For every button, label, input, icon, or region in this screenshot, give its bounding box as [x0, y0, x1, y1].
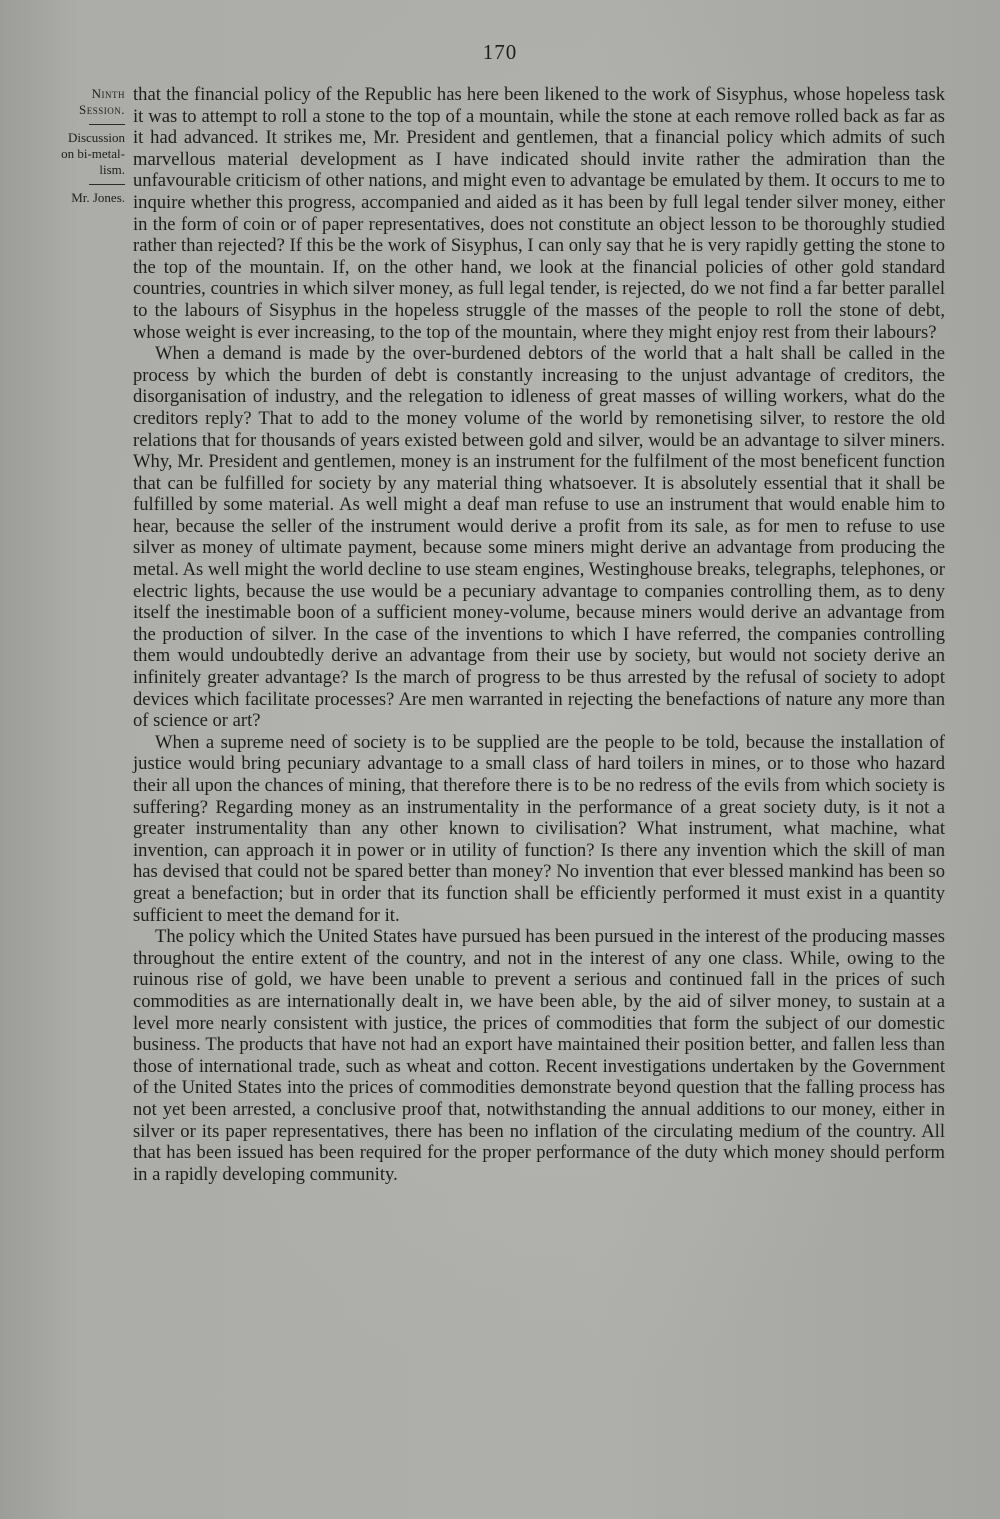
margin-note-topic-cont: on bi-metal- — [61, 146, 125, 161]
paragraph: The policy which the United States have pursued has been pursued in the interest of the producing masses throughout the entire extent of the country, and not in the interest of any one class. While, owing to the ruinous rise of gold, we have been unable to prevent a serious and continued fall in the prices of such commodities as are internationally dealt in, we have been able, by the aid of silver money, to sustain at a level more nearly consistent with justice, the prices of commodities that form the subject of our domestic business. The products that have not had an export have maintained their position better, and fallen less than those of international trade, such as wheat and cotton. Recent investigations undertaken by the Government of the United States into the prices of commodities demonstrate beyond question that the falling process has not yet been arrested, a conclusive proof that, notwithstanding the annual additions to our money, either in silver or its paper representatives, there has been no inflation of the circulating medium of the country. All that has been issued has been required for the proper performance of the duty which money should perform in a rapidly developing community. — [133, 926, 945, 1185]
margin-note-session: Ninth — [91, 86, 125, 101]
margin-divider — [89, 124, 125, 125]
margin-notes — [30, 86, 125, 206]
margin-note-topic-end: lism. — [99, 162, 125, 177]
paragraph: When a supreme need of society is to be supplied are the people to be told, because the installation of justice would bring pecuniary advantage to a small class of hard toilers in mines, or to those who hazard their all upon the chances of mining, that therefore there is to be no redress of the evils from which society is suffering? Regarding money as an instrumentality in the performance of a great society duty, is it not a greater instrumentality than any other known to civilisation? What instrument, what machine, what invention, can approach it in power or in utility of function? Is there any invention which the skill of man has devised that could not be spared better than money? No invention that ever blessed mankind has been so great a benefaction; but in order that its function shall be efficiently performed it must exist in a quantity sufficient to meet the demand for it. — [133, 731, 945, 926]
paragraph: that the financial policy of the Republic has here been likened to the work of Sisyphus, whose hopeless task it was to attempt to roll a stone to the top of a mountain, while the stone at each remove rolled back as far as it had advanced. It strikes me, Mr. President and gentlemen, that a financial policy which admits of such marvellous material development as I have indicated should invite rather the admiration than the unfavourable criticism of other nations, and might even to advantage be emulated by them. It occurs to me to inquire whether this progress, accompanied and aided as it has been by full legal tender silver money, either in the form of coin or of paper representatives, does not constitute an object lesson to be thoroughly studied rather than rejected? If this be the work of Sisyphus, I can only say that he is very rapidly getting the stone to the top of the mountain. If, on the other hand, we look at the financial policies of other gold standard countries, countries in which silver money, as full legal tender, is rejected, do we not find a far better parallel to the labours of Sisyphus in the hopeless struggle of the masses of the people to roll the stone of debt, whose weight is ever increasing, to the top of the mountain, where they might enjoy rest from their labours? — [133, 84, 945, 343]
body-text — [133, 84, 945, 1185]
margin-note-speaker: Mr. Jones. — [71, 190, 125, 205]
page-number: 170 — [482, 40, 518, 64]
margin-note-session-label: Session. — [79, 102, 125, 117]
paragraph: When a demand is made by the over-burdened debtors of the world that a halt shall be called in the process by which the burden of debt is constantly increasing to the unjust advantage of creditors, the disorganisation of industry, and the relegation to idleness of great masses of willing workers, what do the creditors reply? That to add to the money volume of the world by remonetising silver, to restore the old relations that for thousands of years existed between gold and silver, would be an advantage to silver miners. Why, Mr. President and gentlemen, money is an instrument for the fulfilment of the most beneficent function that can be fulfilled for society by any material thing whatsoever. It is absolutely essential that it shall be fulfilled by some material. As well might a deaf man refuse to use an instrument that would enable him to hear, because the seller of the instrument would derive a profit from its sale, as for men to refuse to use silver as money of ultimate payment, because some miners might derive an advantage from producing the metal. As well might the world decline to use steam engines, Westinghouse breaks, telegraphs, telephones, or electric lights, because the use would be a pecuniary advantage to companies controlling them, as to deny itself the inestimable boon of a sufficient money-volume, because miners would derive an advantage from the production of silver. In the case of the inventions to which I have referred, the companies controlling them would undoubtedly derive an advantage from their use by society, but would not society derive an infinitely greater advantage? Is the march of progress to be thus arrested by the refusal of society to adopt devices which facilitate processes? Are men warranted in rejecting the benefactions of nature any more than of science or art? — [133, 343, 945, 732]
margin-note-topic: Discussion — [67, 130, 125, 145]
margin-divider — [89, 184, 125, 185]
